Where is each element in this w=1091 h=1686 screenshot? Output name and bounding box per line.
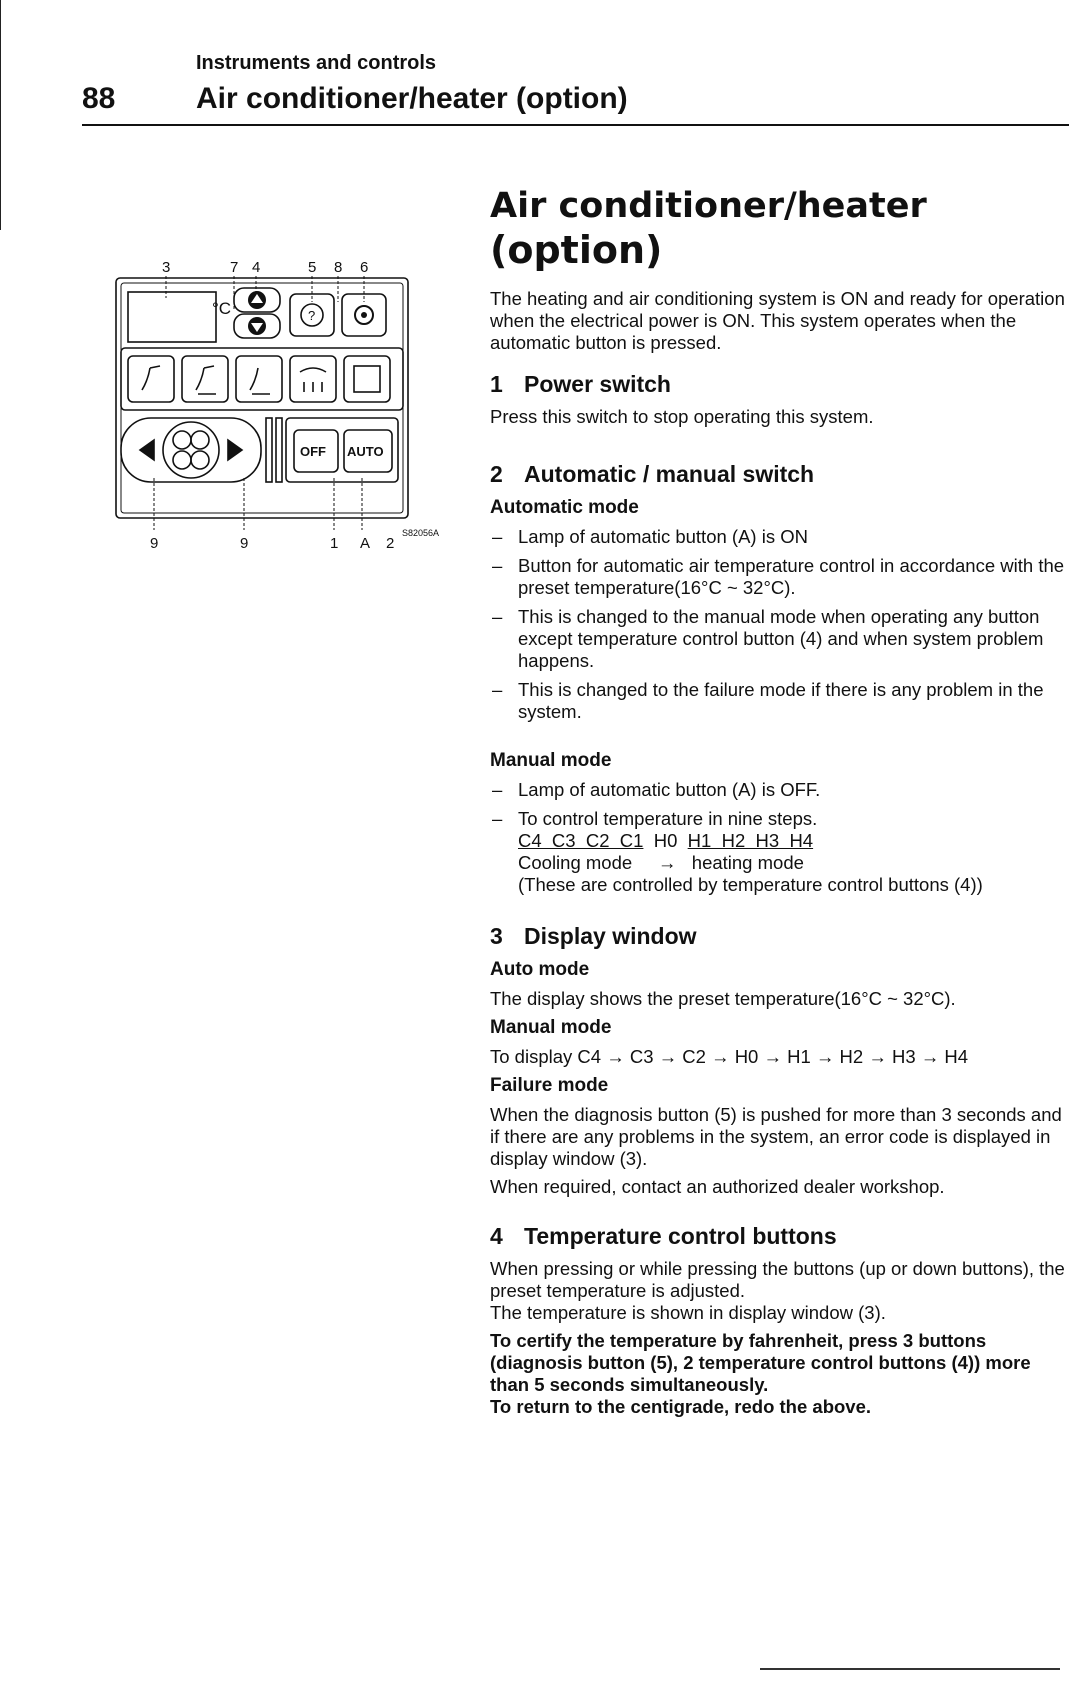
display-window	[128, 292, 216, 342]
svg-text:OFF: OFF	[300, 444, 326, 459]
off-button[interactable]	[294, 430, 338, 472]
fan-icon	[163, 422, 219, 478]
failure-mode-text: When the diagnosis button (5) is pushed for more than 3 seconds and if there are any problems in the system, an error code is displayed in display window (3).	[490, 1104, 1062, 1169]
list-item: – This is changed to the failure mode if there is any problem in the system.	[490, 679, 1070, 723]
callout-8: 8	[334, 259, 343, 276]
celsius-label: °C	[212, 299, 232, 318]
temperature-down-button[interactable]	[234, 314, 280, 338]
callout-4: 4	[252, 259, 261, 276]
control-panel-figure	[114, 250, 454, 560]
fan-increase-button[interactable]	[228, 440, 242, 460]
fresh-air-button[interactable]	[344, 356, 390, 402]
auto-button[interactable]	[344, 430, 392, 472]
display-manual-mode-heading: Manual mode	[490, 1017, 612, 1038]
vent-face-button[interactable]	[128, 356, 174, 402]
margin-line	[0, 0, 1, 230]
automatic-mode-heading: Automatic mode	[490, 497, 639, 518]
page-header-title: Air conditioner/heater (option)	[196, 82, 628, 115]
automatic-mode-list	[490, 526, 1070, 723]
section-label: Instruments and controls	[196, 52, 437, 74]
control-panel-diagram	[114, 250, 454, 560]
manual-mode-heading: Manual mode	[490, 750, 612, 771]
callout-9b: 9	[240, 535, 249, 552]
recirculation-button[interactable]	[342, 294, 386, 336]
page-number: 88	[82, 82, 116, 115]
centigrade-text: To return to the centigrade, redo the above.	[490, 1396, 872, 1417]
bottom-rule	[760, 1668, 1060, 1670]
manual-mode-list	[490, 779, 1070, 896]
svg-text:AUTO: AUTO	[347, 444, 384, 459]
section-4-heading: 4 Temperature control buttons	[490, 1223, 837, 1249]
temperature-steps: C4 C3 C2 C1 H0 H1 H2 H3 H4	[518, 830, 814, 851]
failure-mode-heading: Failure mode	[490, 1075, 609, 1096]
defrost-button[interactable]	[290, 356, 336, 402]
vent-face-feet-button[interactable]	[182, 356, 228, 402]
fahrenheit-text: To certify the temperature by fahrenheit, press 3 buttons (diagnosis button (5), 2 temperature control buttons (4)) more than 5 seconds simultaneously.	[490, 1330, 1031, 1395]
vent-feet-button[interactable]	[236, 356, 282, 402]
section-3-heading: 3 Display window	[490, 923, 697, 949]
callout-5: 5	[308, 259, 317, 276]
intro-paragraph: The heating and air conditioning system is ON and ready for operation when the electrical power is ON. This system operates when the automatic button is pressed.	[490, 288, 1065, 353]
temp-buttons-text: When pressing or while pressing the buttons (up or down buttons), the preset temperature is adjusted.	[490, 1258, 1065, 1301]
section-2-heading: 2 Automatic / manual switch	[490, 461, 815, 487]
image-code: S82056A	[402, 528, 440, 538]
diagnosis-button[interactable]	[290, 294, 334, 336]
display-manual-text: To display C4 → C3 → C2 → H0 → H1 → H2 → H3 → H4	[490, 1046, 969, 1067]
svg-text:?: ?	[308, 308, 316, 323]
callout-1: 1	[330, 535, 339, 552]
callout-2: 2	[386, 535, 395, 552]
section-1-heading: 1 Power switch	[490, 371, 671, 397]
list-item: – Lamp of automatic button (A) is OFF.	[490, 779, 1070, 801]
callout-9a: 9	[150, 535, 159, 552]
temperature-up-button[interactable]	[234, 288, 280, 312]
callout-a: A	[360, 535, 371, 552]
list-item: – Lamp of automatic button (A) is ON	[490, 526, 1070, 548]
fan-decrease-button[interactable]	[140, 440, 154, 460]
temp-display-text: The temperature is shown in display window (3).	[490, 1302, 886, 1323]
auto-mode-heading: Auto mode	[490, 959, 590, 980]
dealer-text: When required, contact an authorized dealer workshop.	[490, 1176, 945, 1197]
mode-direction: Cooling mode → heating mode	[518, 852, 804, 873]
fahrenheit-instructions	[490, 1330, 1070, 1418]
list-item: – This is changed to the manual mode when operating any button except temperature control button (4) and when system problem happens.	[490, 606, 1070, 672]
callout-7: 7	[230, 259, 239, 276]
auto-mode-text: The display shows the preset temperature(16°C ~ 32°C).	[490, 988, 956, 1009]
list-item: – Button for automatic air temperature control in accordance with the preset temperature(16°C ~ 32°C).	[490, 555, 1070, 599]
callout-3: 3	[162, 259, 171, 276]
main-title: Air conditioner/heater (option)	[490, 186, 927, 272]
content-column	[490, 184, 1070, 1418]
callout-6: 6	[360, 259, 369, 276]
list-item	[490, 808, 1070, 896]
nine-steps-text: – To control temperature in nine steps.	[518, 808, 818, 829]
steps-note: (These are controlled by temperature control buttons (4))	[518, 874, 983, 895]
header-rule	[82, 124, 1069, 126]
power-switch-text: Press this switch to stop operating this system.	[490, 406, 874, 427]
